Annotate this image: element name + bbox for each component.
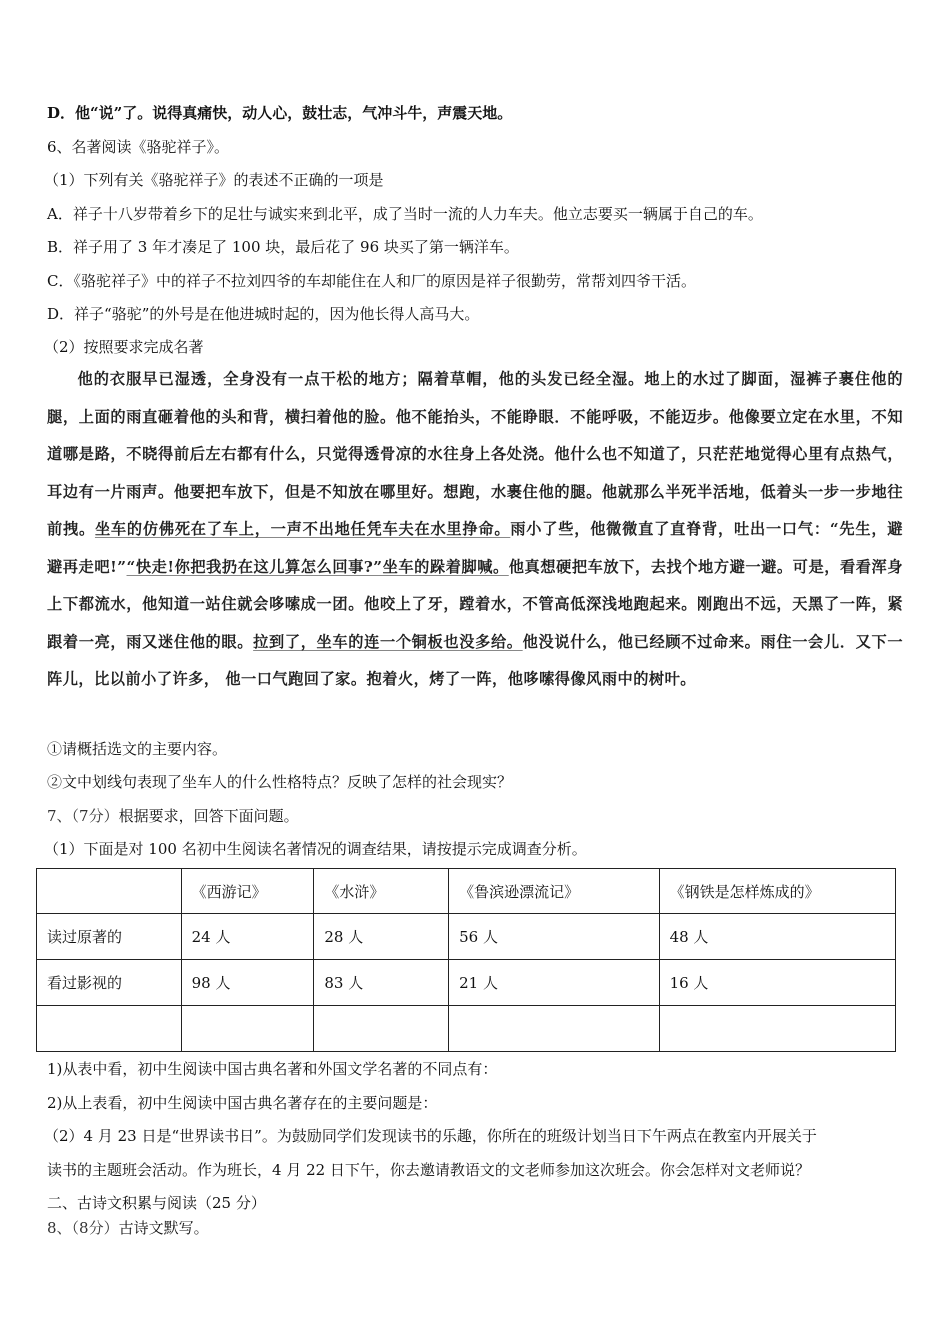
question-8-title: 古诗文默写。 (118, 1219, 209, 1237)
option-d-previous: D．他“说”了。说得真痛快，动人心，鼓壮志，气冲斗牛，声震天地。 (47, 104, 513, 122)
table-cell: 56 人 (449, 914, 659, 960)
analysis-2: 2)从上表看，初中生阅读中国古典名著存在的主要问题是： (47, 1094, 438, 1112)
table-cell: 48 人 (659, 914, 895, 960)
question-7-part-1: （1）下面是对 100 名初中生阅读名著情况的调查结果，请按提示完成调查分析。 (44, 840, 587, 858)
table-cell: 21 人 (449, 960, 659, 1006)
survey-table (36, 868, 896, 1052)
question-7-title: 根据要求，回答下面问题。 (118, 807, 299, 825)
section-2-title: 二、古诗文积累与阅读（25 分） (47, 1194, 266, 1212)
analysis-1: 1)从表中看，初中生阅读中国古典名著和外国文学名著的不同点有： (47, 1060, 498, 1078)
table-cell: 读过原著的 (37, 914, 182, 960)
passage-text: 雨小了些，他微微直了直脊背，吐出一口气：“先生，避避再走吧!” (47, 520, 903, 576)
table-cell: 98 人 (181, 960, 314, 1006)
passage-text: 他的衣服早已湿透，全身没有一点干松的地方；隔着草帽，他的头发已经全湿。地上的水过了脚面，湿裤子裹住他的腿，上面的雨直砸着他的头和背，横扫着他的脸。他不能抬头，不能睁眼．不能呼吸，不能迈步。他像要立定在水里，不知道哪是路，不晓得前后左右都有什么，只觉得透骨凉的水往身上各处浇。他什么也不知道了，只茫茫地觉得心里有点热气，耳边有一片雨声。他要把车放下，但是不知放在哪里好。想跑，水裹住他的腿。他就那么半死半活地，低着头一步一步地往前拽。 (47, 370, 903, 538)
table-cell: 28 人 (314, 914, 449, 960)
question-7-heading (47, 806, 299, 826)
question-7-number: 7、（7分） (47, 807, 119, 825)
table-cell: 看过影视的 (37, 960, 182, 1006)
underlined-sentence-3: 拉到了，坐车的连一个铜板也没多给。 (253, 632, 523, 651)
table-header-cell: 《水浒》 (314, 869, 449, 914)
passage-text: 他没说什么，他已经顾不过命来。雨住一会儿．又下一阵儿，比以前小了许多， 他一口气跑回了家。抱着火，烤了一阵，他哆嗦得像风雨中的树叶。 (47, 632, 904, 688)
question-8-number: 8、（8分） (47, 1219, 119, 1237)
question-6-title: 6、名著阅读《骆驼祥子》。 (47, 138, 230, 156)
table-row (37, 914, 896, 960)
sub-question-1: ①请概括选文的主要内容。 (47, 740, 228, 758)
table-header-cell: 《鲁滨逊漂流记》 (449, 869, 659, 914)
question-6-part-2: （2）按照要求完成名著 (44, 338, 204, 356)
table-cell[interactable] (314, 1006, 449, 1052)
table-cell: 16 人 (659, 960, 895, 1006)
option-b: B．祥子用了 3 年才凑足了 100 块，最后花了 96 块买了第一辆洋车。 (47, 238, 519, 256)
table-cell: 24 人 (181, 914, 314, 960)
reading-passage (47, 361, 903, 699)
table-header-cell (37, 869, 182, 914)
table-header-cell: 《钢铁是怎样炼成的》 (659, 869, 895, 914)
underlined-sentence-1: 坐车的仿佛死在了车上，一声不出地任凭车夫在水里挣命。 (94, 520, 511, 538)
passage-text: 他真想硬把车放下，去找个地方避一避。可是，看看浑身上下都流水，他知道一站住就会哆嗦成一团。他咬上了牙，蹚着水，不管高低深浅地跑起来。刚跑出不远，天黑了一阵，紧跟着一亮，雨又迷住他的眼。 (47, 557, 903, 651)
table-row (37, 960, 896, 1006)
option-c: C．《骆驼祥子》中的祥子不拉刘四爷的车却能住在人和厂的原因是祥子很勤劳，常帮刘四爷干活。 (47, 272, 696, 290)
table-cell: 83 人 (314, 960, 449, 1006)
table-cell[interactable] (659, 1006, 895, 1052)
table-cell[interactable] (449, 1006, 659, 1052)
question-7-part-2-line-1: （2）4 月 23 日是“世界读书日”。为鼓励同学们发现读书的乐趣，你所在的班级计划当日下午两点在教室内开展关于 (44, 1127, 817, 1145)
table-cell[interactable] (181, 1006, 314, 1052)
question-7-part-2-line-2: 读书的主题班会活动。作为班长，4 月 22 日下午，你去邀请教语文的文老师参加这次班会。你会怎样对文老师说？ (47, 1161, 810, 1179)
sub-question-2: ②文中划线句表现了坐车人的什么性格特点？反映了怎样的社会现实？ (47, 773, 513, 791)
table-cell[interactable] (37, 1006, 182, 1052)
question-8-heading (47, 1218, 209, 1238)
option-d: D．祥子“骆驼”的外号是在他进城时起的，因为他长得人高马大。 (47, 305, 480, 323)
table-row-empty (37, 1006, 896, 1052)
question-6-part-1: （1）下列有关《骆驼祥子》的表述不正确的一项是 (44, 171, 384, 189)
table-header-row (37, 869, 896, 914)
underlined-sentence-2: “快走!你把我扔在这儿算怎么回事?”坐车的跺着脚喊。 (126, 557, 509, 576)
table-header-cell: 《西游记》 (181, 869, 314, 914)
option-a: A．祥子十八岁带着乡下的足壮与诚实来到北平，成了当时一流的人力车夫。他立志要买一辆属于自己的车。 (47, 205, 763, 223)
